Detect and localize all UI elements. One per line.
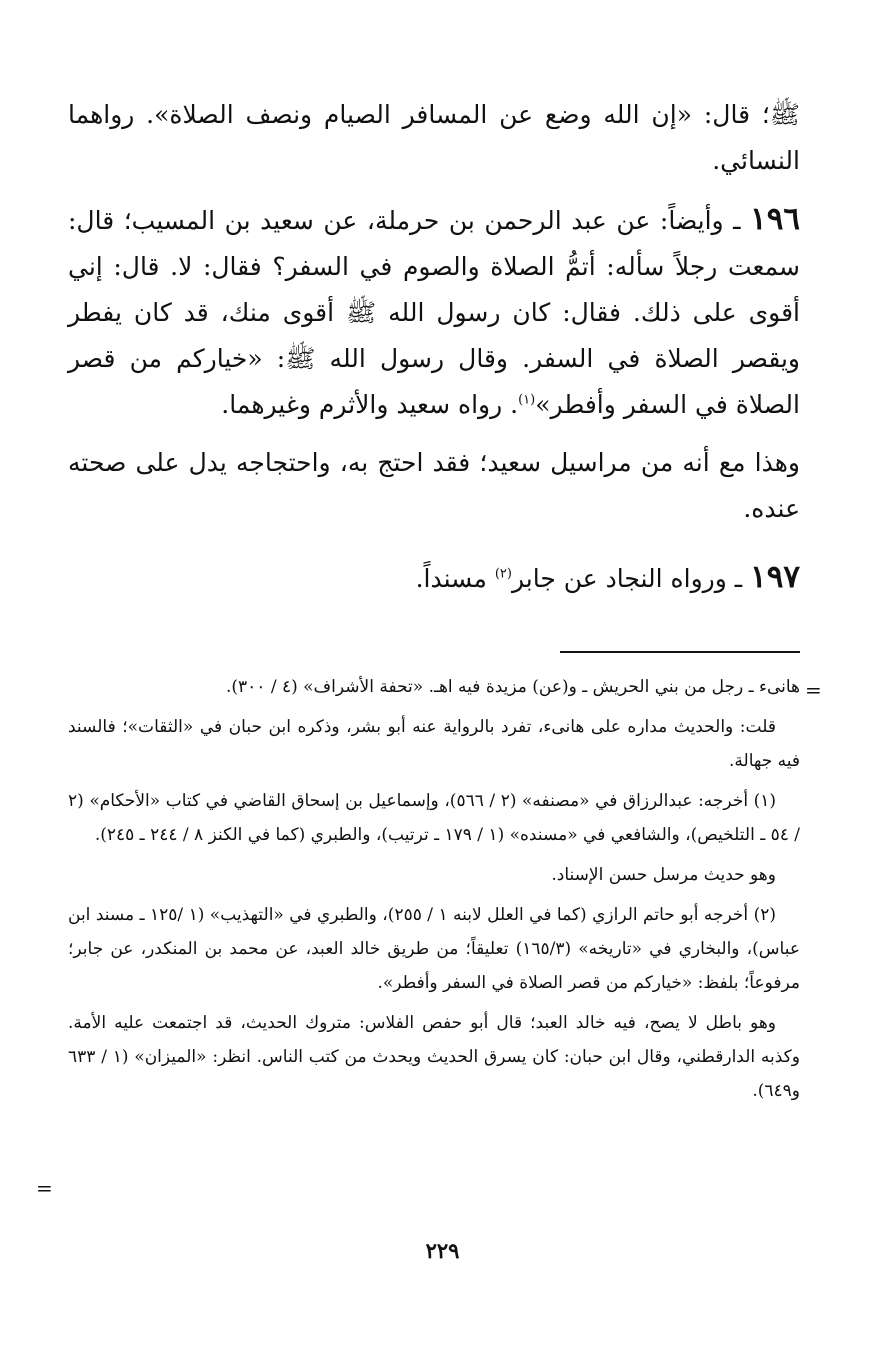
footnote-1: (١) أخرجه: عبدالرزاق في «مصنفه» (٢ / ٥٦٦)، وإسماعيل بن إسحاق القاضي في كتاب «الأحكام» (٢ / ٥٤ ـ التلخيص)، والشافعي في «مسنده» (١ / ١٧٩ ـ ترتيب)، والطبري (كما في الكنز ٨ / ٢٤٤ ـ ٢٤٥).	[68, 791, 800, 845]
continuation-mark-top: =	[805, 678, 822, 702]
footnote-2: (٢) أخرجه أبو حاتم الرازي (كما في العلل لابنه ١ / ٢٥٥)، والطبري في «التهذيب» (١ /١٢٥ ـ مسند ابن عباس)، والبخاري في «تاريخه» (١٦٥/٣) تعليقاً؛ من طريق خالد العبد، عن محمد بن المنكدر، عن جابر؛ مرفوعاً؛ بلفظ: «خياركم من قصر الصلاة في السفر وأفطر».	[68, 905, 800, 993]
paragraph-1: ﷺ؛ قال: «إن الله وضع عن المسافر الصيام ونصف الصلاة». رواهما النسائي.	[68, 100, 800, 175]
footnotes	[68, 670, 800, 1114]
hadith-196-tail: . رواه سعيد والأثرم وغيرهما.	[221, 390, 519, 419]
hadith-196-text: ـ وأيضاً: عن عبد الرحمن بن حرملة، عن سعيد بن المسيب؛ قال: سمعت رجلاً سأله: أتمُّ الصلاة والصوم في السفر؟ فقال: لا. قال: إني أقوى على ذلك. فقال: كان رسول الله ﷺ أقوى منك، قد كان يفطر ويقصر الصلاة في السفر. وقال رسول الله ﷺ: «خياركم من قصر الصلاة في السفر وأفطر»	[68, 206, 800, 419]
footnote-1-comment: وهو حديث مرسل حسن الإسناد.	[551, 865, 776, 885]
footnote-divider	[560, 651, 800, 653]
hadith-197-text: ـ ورواه النجاد عن جابر	[511, 564, 751, 593]
hadith-197-tail: مسنداً.	[415, 564, 495, 593]
hadith-number-197: ١٩٧	[750, 559, 800, 595]
footnote-continued-comment: قلت: والحديث مداره على هانىء، تفرد بالرواية عنه أبو بشر، وذكره ابن حبان في «الثقات»؛ فالسند فيه جهالة.	[68, 717, 800, 771]
footnote-continued: هانىء ـ رجل من بني الحريش ـ و(عن) مزيدة فيه اهـ. «تحفة الأشراف» (٤ / ٣٠٠).	[225, 677, 800, 697]
paragraph-196	[68, 196, 800, 428]
page-number: ٢٢٩	[425, 1238, 460, 1263]
hadith-number-196: ١٩٦	[750, 201, 800, 237]
paragraph-commentary: وهذا مع أنه من مراسيل سعيد؛ فقد احتج به، واحتجاجه يدل على صحته عنده.	[68, 448, 800, 523]
footnote-ref-2[interactable]: (٢)	[494, 566, 512, 582]
footnote-2-comment: وهو باطل لا يصح، فيه خالد العبد؛ قال أبو حفص الفلاس: متروك الحديث، قد اجتمعت عليه الأمة. وكذبه الدارقطني، وقال ابن حبان: كان يسرق الحديث ويحدث من كتب الناس. انظر: «الميزان» (١ / ٦٣٣ و٦٤٩).	[68, 1013, 800, 1101]
footnote-ref-1[interactable]: (١)	[518, 392, 536, 408]
paragraph-197	[68, 554, 800, 602]
continuation-mark-bottom: =	[36, 1176, 53, 1200]
main-text	[68, 92, 800, 624]
